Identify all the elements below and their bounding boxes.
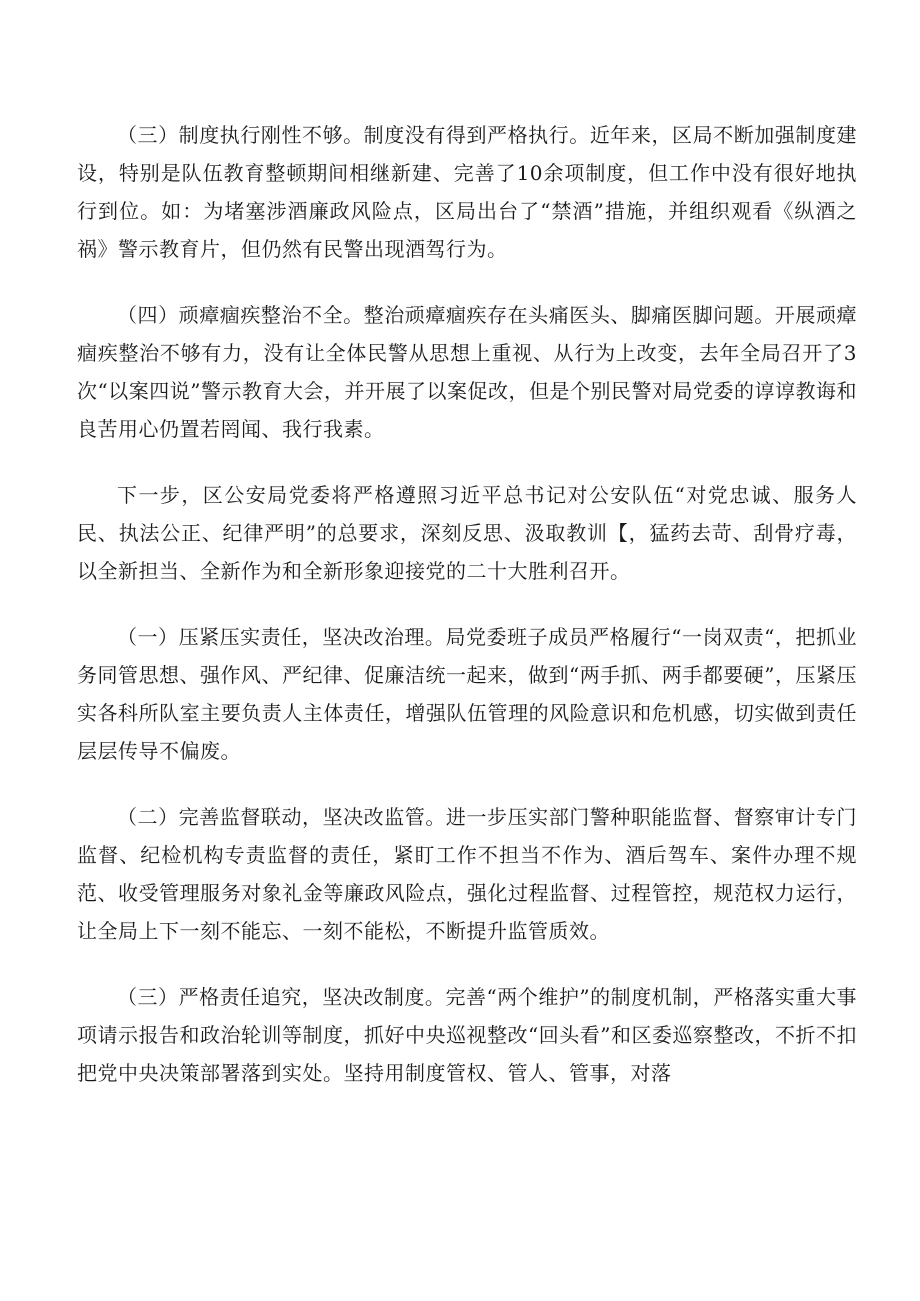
paragraph-next-steps: 下一步，区公安局党委将严格遵照习近平总书记对公安队伍“对党忠诚、服务人民、执法公正、纪律严明”的总要求，深刻反思、汲取教训【，猛药去苛、刮骨疗毒，以全新担当、全新作为和全新形象迎接党的二十大胜利召开。 <box>77 483 857 583</box>
paragraph-institution-enforcement: （三）制度执行刚性不够。制度没有得到严格执行。近年来，区局不断加强制度建设，特别是队伍教育整顿期间相继新建、完善了10余项制度，但工作中没有很好地执行到位。如：为堵塞涉酒廉政风险点，区局出台了“禁酒”措施，并组织观看《纵酒之祸》警示教育片，但仍然有民警出现酒驾行为。 <box>77 123 857 261</box>
paragraph-persistent-problems: （四）顽瘴痼疾整治不全。整治顽瘴痼疾存在头痛医头、脚痛医脚问题。开展顽瘴痼疾整治不够有力，没有让全体民警从思想上重视、从行为上改变，去年全局召开了3次“以案四说”警示教育大会，并开展了以案促改，但是个别民警对局党委的谆谆教诲和良苦用心仍置若罔闻、我行我素。 <box>77 303 857 441</box>
paragraph-accountability: （三）严格责任追究，坚决改制度。完善“两个维护”的制度机制，严格落实重大事项请示报告和政治轮训等制度，抓好中央巡视整改“回头看”和区委巡察整改，不折不扣把党中央决策部署落到实处。坚持用制度管权、管人、管事，对落 <box>77 985 857 1085</box>
paragraph-responsibility: （一）压紧压实责任，坚决改治理。局党委班子成员严格履行“一岗双责“，把抓业务同管思想、强作风、严纪律、促廉洁统一起来，做到“两手抓、两手都要硬”，压紧压实各科所队室主要负责人主体责任，增强队伍管理的风险意识和危机感，切实做到责任层层传导不偏废。 <box>77 625 857 763</box>
paragraph-supervision: （二）完善监督联动，坚决改监管。进一步压实部门警种职能监督、督察审计专门监督、纪检机构专责监督的责任，紧盯工作不担当不作为、酒后驾车、案件办理不规范、收受管理服务对象礼金等廉政风险点，强化过程监督、过程管控，规范权力运行，让全局上下一刻不能忘、一刻不能松，不断提升监管质效。 <box>77 805 857 943</box>
document-body <box>77 116 857 1120</box>
